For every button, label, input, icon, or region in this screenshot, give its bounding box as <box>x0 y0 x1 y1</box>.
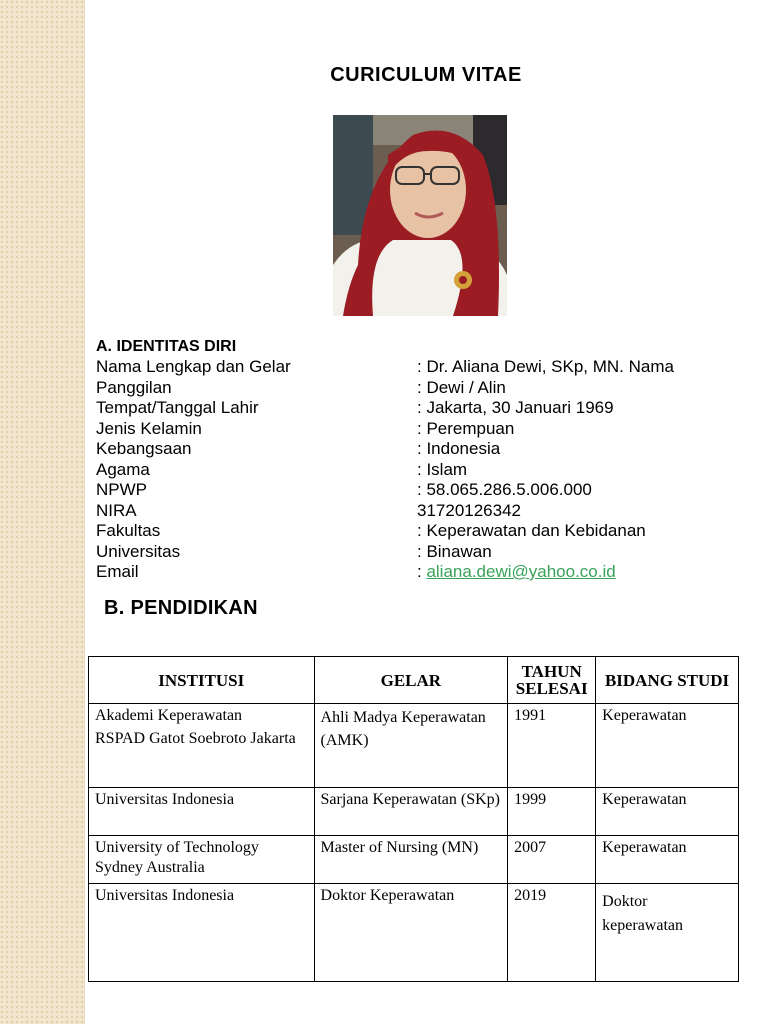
identity-value: : Keperawatan dan Kebidanan <box>417 521 646 540</box>
identity-row-faculty <box>96 521 736 542</box>
identity-label: Panggilan <box>96 377 172 397</box>
page-title: CURICULUM VITAE <box>330 64 522 86</box>
table-row <box>89 788 739 836</box>
cell-degree: Doktor Keperawatan <box>314 884 508 982</box>
cell-degree: Ahli Madya Keperawatan (AMK) <box>314 704 508 788</box>
identity-value: : Dr. Aliana Dewi, SKp, MN. Nama <box>417 357 674 376</box>
year-header-line1: TAHUN <box>521 662 582 681</box>
cell-institution <box>89 704 315 788</box>
identity-value: : Dewi / Alin <box>417 377 506 397</box>
cell-degree: Sarjana Keperawatan (SKp) <box>314 788 508 836</box>
education-table <box>88 656 739 982</box>
identity-value: : Islam <box>417 459 468 479</box>
profile-photo <box>333 115 507 316</box>
identity-row-full-name <box>96 357 736 378</box>
cell-field: Keperawatan <box>596 788 739 836</box>
identity-label: Nama Lengkap dan Gelar <box>96 357 291 376</box>
identity-list <box>96 357 736 583</box>
decorative-side-strip <box>0 0 85 1024</box>
cell-degree: Master of Nursing (MN) <box>314 836 508 884</box>
identity-label: Jenis Kelamin <box>96 418 202 438</box>
identity-label: Fakultas <box>96 521 161 540</box>
identity-value: : Perempuan <box>417 418 515 438</box>
institution-line: RSPAD Gatot Soebroto Jakarta <box>95 730 296 747</box>
column-header-degree: GELAR <box>314 657 508 704</box>
cell-institution: Universitas Indonesia <box>89 884 315 982</box>
table-row <box>89 884 739 982</box>
cell-field: Keperawatan <box>596 704 739 788</box>
identity-row-nira <box>96 501 736 522</box>
cell-year: 2007 <box>508 836 596 884</box>
identity-value: : Binawan <box>417 541 492 561</box>
cell-field: Doktor keperawatan <box>596 884 739 982</box>
identity-row-university <box>96 542 736 563</box>
identity-value: : 58.065.286.5.006.000 <box>417 480 592 499</box>
identity-row-nickname <box>96 378 736 399</box>
table-row <box>89 704 739 788</box>
identity-row-nationality <box>96 439 736 460</box>
identity-value: : Indonesia <box>417 439 501 458</box>
identity-label: NPWP <box>96 480 147 499</box>
identity-label: Kebangsaan <box>96 439 192 458</box>
cell-institution: Universitas Indonesia <box>89 788 315 836</box>
identity-row-gender <box>96 419 736 440</box>
identity-label: Email <box>96 562 139 581</box>
identity-row-religion <box>96 460 736 481</box>
identity-value: : Jakarta, 30 Januari 1969 <box>417 398 614 417</box>
identity-value <box>417 562 616 583</box>
identity-row-birth <box>96 398 736 419</box>
column-header-year <box>508 657 596 704</box>
cell-institution: University of Technology Sydney Australia <box>89 836 315 884</box>
profile-photo-illustration <box>333 115 507 316</box>
institution-line: Akademi Keperawatan <box>95 707 243 724</box>
identity-row-email <box>96 562 736 583</box>
cell-year: 2019 <box>508 884 596 982</box>
identity-label: NIRA <box>96 500 137 520</box>
section-identity-heading: A. IDENTITAS DIRI <box>96 338 237 355</box>
email-link[interactable]: aliana.dewi@yahoo.co.id <box>426 562 616 581</box>
identity-label: Tempat/Tanggal Lahir <box>96 398 259 417</box>
identity-value: 31720126342 <box>417 500 522 520</box>
section-education-heading: B. PENDIDIKAN <box>104 597 258 619</box>
column-header-field: BIDANG STUDI <box>596 657 739 704</box>
cell-year: 1991 <box>508 704 596 788</box>
email-prefix: : <box>417 562 427 581</box>
identity-label: Agama <box>96 459 150 479</box>
table-header-row <box>89 657 739 704</box>
cell-field: Keperawatan <box>596 836 739 884</box>
identity-label: Universitas <box>96 541 181 561</box>
year-header-line2: SELESAI <box>515 679 588 698</box>
identity-row-npwp <box>96 480 736 501</box>
column-header-institution: INSTITUSI <box>89 657 315 704</box>
table-row <box>89 836 739 884</box>
cell-year: 1999 <box>508 788 596 836</box>
